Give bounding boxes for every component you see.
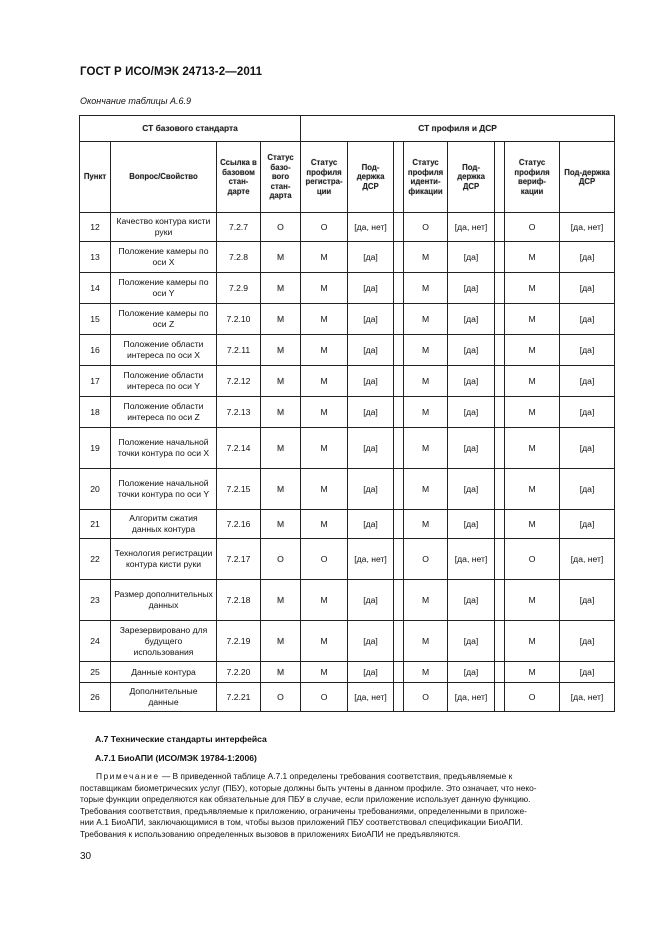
cell-question: Положение начальной точки контура по оси X (111, 428, 217, 469)
cell-base-status: М (261, 366, 301, 397)
cell-reg-support: [да] (348, 662, 394, 683)
cell-ver-support: [да] (560, 273, 615, 304)
cell-reg-status: М (301, 304, 348, 335)
cell-id-support: [да] (448, 621, 495, 662)
cell-ref: 7.2.10 (217, 304, 261, 335)
cell-base-status: М (261, 662, 301, 683)
cell-reg-status: О (301, 213, 348, 242)
col-reg-support: Под-держка ДСР (348, 142, 394, 213)
cell-id-status: М (404, 510, 448, 539)
cell-item: 22 (80, 539, 111, 580)
cell-item: 17 (80, 366, 111, 397)
cell-gap (495, 510, 505, 539)
cell-reg-support: [да] (348, 366, 394, 397)
cell-id-status: М (404, 662, 448, 683)
cell-ver-support: [да] (560, 580, 615, 621)
conformance-table (79, 115, 615, 712)
note-line (80, 771, 615, 783)
cell-reg-status: О (301, 683, 348, 712)
col-reg-status: Статус профиля регистра-ции (301, 142, 348, 213)
cell-ver-support: [да] (560, 304, 615, 335)
cell-ver-status: М (505, 366, 560, 397)
cell-gap (495, 242, 505, 273)
cell-item: 15 (80, 304, 111, 335)
col-id-support: Под-держка ДСР (448, 142, 495, 213)
cell-ver-support: [да] (560, 510, 615, 539)
cell-id-support: [да] (448, 242, 495, 273)
cell-reg-support: [да] (348, 428, 394, 469)
cell-ref: 7.2.12 (217, 366, 261, 397)
cell-reg-support: [да] (348, 335, 394, 366)
cell-base-status: М (261, 304, 301, 335)
cell-base-status: М (261, 469, 301, 510)
table-row (80, 539, 615, 580)
cell-id-support: [да] (448, 397, 495, 428)
cell-id-status: О (404, 683, 448, 712)
cell-gap (394, 662, 404, 683)
cell-item: 18 (80, 397, 111, 428)
cell-ref: 7.2.9 (217, 273, 261, 304)
cell-id-support: [да] (448, 469, 495, 510)
cell-ref: 7.2.21 (217, 683, 261, 712)
cell-id-support: [да] (448, 335, 495, 366)
cell-ver-support: [да, нет] (560, 683, 615, 712)
table-row (80, 397, 615, 428)
cell-ref: 7.2.13 (217, 397, 261, 428)
cell-id-support: [да] (448, 428, 495, 469)
cell-id-status: М (404, 621, 448, 662)
cell-question: Положение камеры по оси Y (111, 273, 217, 304)
cell-ver-support: [да, нет] (560, 539, 615, 580)
cell-reg-status: М (301, 335, 348, 366)
cell-id-support: [да] (448, 510, 495, 539)
cell-gap (394, 242, 404, 273)
cell-base-status: М (261, 273, 301, 304)
cell-item: 23 (80, 580, 111, 621)
note-line: Требования к использованию определенных вызовов в приложениях БиоАПИ не предъявляются. (80, 828, 461, 839)
cell-ver-status: О (505, 539, 560, 580)
cell-gap (394, 469, 404, 510)
table-row (80, 621, 615, 662)
cell-ver-support: [да] (560, 428, 615, 469)
note-text: — В приведенной таблице А.7.1 определены требования соответствия, предъявляемые к (161, 771, 513, 781)
cell-gap (394, 539, 404, 580)
table-row (80, 428, 615, 469)
col-gap (394, 142, 404, 213)
cell-item: 26 (80, 683, 111, 712)
note-paragraph (80, 771, 615, 841)
cell-reg-status: М (301, 428, 348, 469)
cell-ver-status: М (505, 510, 560, 539)
cell-ver-status: М (505, 397, 560, 428)
cell-question: Технология регистрации контура кисти руки (111, 539, 217, 580)
cell-question: Дополнительные данные (111, 683, 217, 712)
cell-id-status: М (404, 580, 448, 621)
cell-reg-support: [да] (348, 510, 394, 539)
cell-id-support: [да, нет] (448, 683, 495, 712)
cell-gap (495, 683, 505, 712)
col-item: Пункт (80, 142, 111, 213)
cell-reg-support: [да] (348, 580, 394, 621)
cell-gap (394, 428, 404, 469)
cell-id-status: О (404, 213, 448, 242)
cell-question: Качество контура кисти руки (111, 213, 217, 242)
cell-reg-status: М (301, 662, 348, 683)
cell-gap (495, 397, 505, 428)
cell-gap (394, 366, 404, 397)
cell-ver-support: [да] (560, 335, 615, 366)
col-question: Вопрос/Свойство (111, 142, 217, 213)
note-lead: Примечание (96, 771, 160, 781)
cell-reg-status: О (301, 539, 348, 580)
cell-ver-support: [да] (560, 397, 615, 428)
cell-gap (394, 335, 404, 366)
cell-id-status: М (404, 242, 448, 273)
cell-base-status: О (261, 539, 301, 580)
cell-gap (495, 580, 505, 621)
note-line: нии А.1 БиоАПИ, заключающимися в том, чтобы вызов приложений ПБУ соответствовал спецификации БиоАПИ. (80, 817, 524, 828)
cell-gap (495, 213, 505, 242)
cell-ver-support: [да] (560, 469, 615, 510)
cell-gap (394, 304, 404, 335)
cell-ver-status: М (505, 469, 560, 510)
col-gap (495, 142, 505, 213)
section-a7-heading: А.7 Технические стандарты интерфейса (95, 734, 267, 744)
cell-id-support: [да, нет] (448, 213, 495, 242)
cell-ref: 7.2.15 (217, 469, 261, 510)
cell-gap (394, 510, 404, 539)
cell-ver-status: М (505, 428, 560, 469)
cell-item: 16 (80, 335, 111, 366)
cell-id-support: [да] (448, 366, 495, 397)
cell-gap (495, 335, 505, 366)
cell-gap (495, 469, 505, 510)
cell-id-status: М (404, 366, 448, 397)
cell-item: 21 (80, 510, 111, 539)
cell-id-status: М (404, 397, 448, 428)
cell-id-status: М (404, 273, 448, 304)
cell-reg-status: М (301, 366, 348, 397)
cell-question: Положение начальной точки контура по оси Y (111, 469, 217, 510)
cell-gap (394, 213, 404, 242)
cell-ver-status: М (505, 273, 560, 304)
table-row (80, 580, 615, 621)
table-row (80, 469, 615, 510)
table-row (80, 366, 615, 397)
cell-id-status: М (404, 335, 448, 366)
cell-question: Данные контура (111, 662, 217, 683)
cell-reg-support: [да] (348, 242, 394, 273)
cell-ref: 7.2.14 (217, 428, 261, 469)
cell-ver-status: О (505, 213, 560, 242)
cell-item: 13 (80, 242, 111, 273)
cell-gap (495, 662, 505, 683)
cell-question: Размер дополнительных данных (111, 580, 217, 621)
cell-ver-status: М (505, 335, 560, 366)
note-line: торые функции определяются как обязательные для ПБУ в случае, если приложение использует данную функцию. (80, 794, 531, 805)
note-line: Требования соответствия, предъявляемые к приложению, ограничены требованиями, определенными в приложе- (80, 805, 527, 816)
cell-gap (394, 397, 404, 428)
cell-gap (495, 621, 505, 662)
cell-ref: 7.2.7 (217, 213, 261, 242)
cell-item: 20 (80, 469, 111, 510)
table-row (80, 335, 615, 366)
cell-ref: 7.2.8 (217, 242, 261, 273)
cell-ver-status: М (505, 304, 560, 335)
col-ref: Ссылка в базовом стан-дарте (217, 142, 261, 213)
cell-item: 14 (80, 273, 111, 304)
cell-question: Положение камеры по оси Z (111, 304, 217, 335)
cell-ref: 7.2.20 (217, 662, 261, 683)
cell-gap (495, 539, 505, 580)
cell-gap (394, 621, 404, 662)
cell-reg-support: [да] (348, 469, 394, 510)
col-ver-status: Статус профиля вериф-кации (505, 142, 560, 213)
table-row (80, 273, 615, 304)
cell-base-status: М (261, 242, 301, 273)
cell-reg-support: [да, нет] (348, 683, 394, 712)
cell-ver-support: [да] (560, 366, 615, 397)
document-title: ГОСТ Р ИСО/МЭК 24713-2—2011 (80, 66, 263, 78)
cell-reg-status: М (301, 580, 348, 621)
col-id-status: Статус профиля иденти-фикации (404, 142, 448, 213)
table-row (80, 304, 615, 335)
cell-id-support: [да] (448, 580, 495, 621)
cell-gap (495, 273, 505, 304)
cell-question: Положение области интереса по оси Z (111, 397, 217, 428)
col-base-status: Статус базо-вого стан-дарта (261, 142, 301, 213)
cell-ver-support: [да] (560, 662, 615, 683)
cell-ver-support: [да] (560, 621, 615, 662)
cell-ver-support: [да] (560, 242, 615, 273)
cell-question: Алгоритм сжатия данных контура (111, 510, 217, 539)
cell-question: Зарезервировано для будущего использования (111, 621, 217, 662)
table-caption: Окончание таблицы А.6.9 (80, 96, 191, 106)
cell-gap (394, 580, 404, 621)
cell-id-support: [да] (448, 662, 495, 683)
cell-id-status: М (404, 428, 448, 469)
cell-item: 19 (80, 428, 111, 469)
section-a71-heading: А.7.1 БиоАПИ (ИСО/МЭК 19784-1:2006) (95, 753, 257, 763)
cell-question: Положение области интереса по оси Y (111, 366, 217, 397)
cell-reg-support: [да] (348, 397, 394, 428)
cell-base-status: М (261, 428, 301, 469)
table-row (80, 662, 615, 683)
cell-id-status: М (404, 304, 448, 335)
cell-reg-support: [да, нет] (348, 213, 394, 242)
table-row (80, 242, 615, 273)
group-profile: СТ профиля и ДСР (301, 116, 615, 142)
group-base-standard: СТ базового стандарта (80, 116, 301, 142)
cell-gap (495, 428, 505, 469)
cell-base-status: М (261, 397, 301, 428)
cell-reg-support: [да] (348, 273, 394, 304)
cell-reg-status: М (301, 242, 348, 273)
table-row (80, 510, 615, 539)
cell-ver-status: О (505, 683, 560, 712)
cell-id-status: М (404, 469, 448, 510)
cell-question: Положение камеры по оси X (111, 242, 217, 273)
cell-gap (394, 273, 404, 304)
cell-base-status: О (261, 683, 301, 712)
cell-reg-status: М (301, 621, 348, 662)
cell-ref: 7.2.19 (217, 621, 261, 662)
cell-id-status: О (404, 539, 448, 580)
cell-ver-status: М (505, 621, 560, 662)
cell-ver-status: М (505, 242, 560, 273)
cell-reg-status: М (301, 469, 348, 510)
cell-gap (495, 304, 505, 335)
cell-id-support: [да] (448, 304, 495, 335)
cell-reg-status: М (301, 397, 348, 428)
cell-id-support: [да] (448, 273, 495, 304)
cell-base-status: М (261, 580, 301, 621)
page-number: 30 (80, 851, 92, 862)
table-row (80, 213, 615, 242)
cell-reg-support: [да, нет] (348, 539, 394, 580)
col-ver-support: Под-держка ДСР (560, 142, 615, 213)
cell-ver-status: М (505, 662, 560, 683)
cell-item: 12 (80, 213, 111, 242)
cell-reg-support: [да] (348, 621, 394, 662)
cell-item: 24 (80, 621, 111, 662)
cell-reg-status: М (301, 510, 348, 539)
table-body (80, 213, 615, 712)
cell-base-status: М (261, 621, 301, 662)
cell-ver-status: М (505, 580, 560, 621)
cell-gap (495, 366, 505, 397)
cell-id-support: [да, нет] (448, 539, 495, 580)
cell-ref: 7.2.16 (217, 510, 261, 539)
note-line: поставщикам биометрических услуг (ПБУ), которые должны быть учтены в данном профиле. Это означает, что неко- (80, 782, 537, 793)
cell-ref: 7.2.18 (217, 580, 261, 621)
cell-ref: 7.2.17 (217, 539, 261, 580)
cell-base-status: О (261, 213, 301, 242)
cell-reg-status: М (301, 273, 348, 304)
cell-gap (394, 683, 404, 712)
cell-ver-support: [да, нет] (560, 213, 615, 242)
cell-base-status: М (261, 510, 301, 539)
cell-question: Положение области интереса по оси X (111, 335, 217, 366)
cell-base-status: М (261, 335, 301, 366)
cell-reg-support: [да] (348, 304, 394, 335)
cell-ref: 7.2.11 (217, 335, 261, 366)
table-row (80, 683, 615, 712)
cell-item: 25 (80, 662, 111, 683)
